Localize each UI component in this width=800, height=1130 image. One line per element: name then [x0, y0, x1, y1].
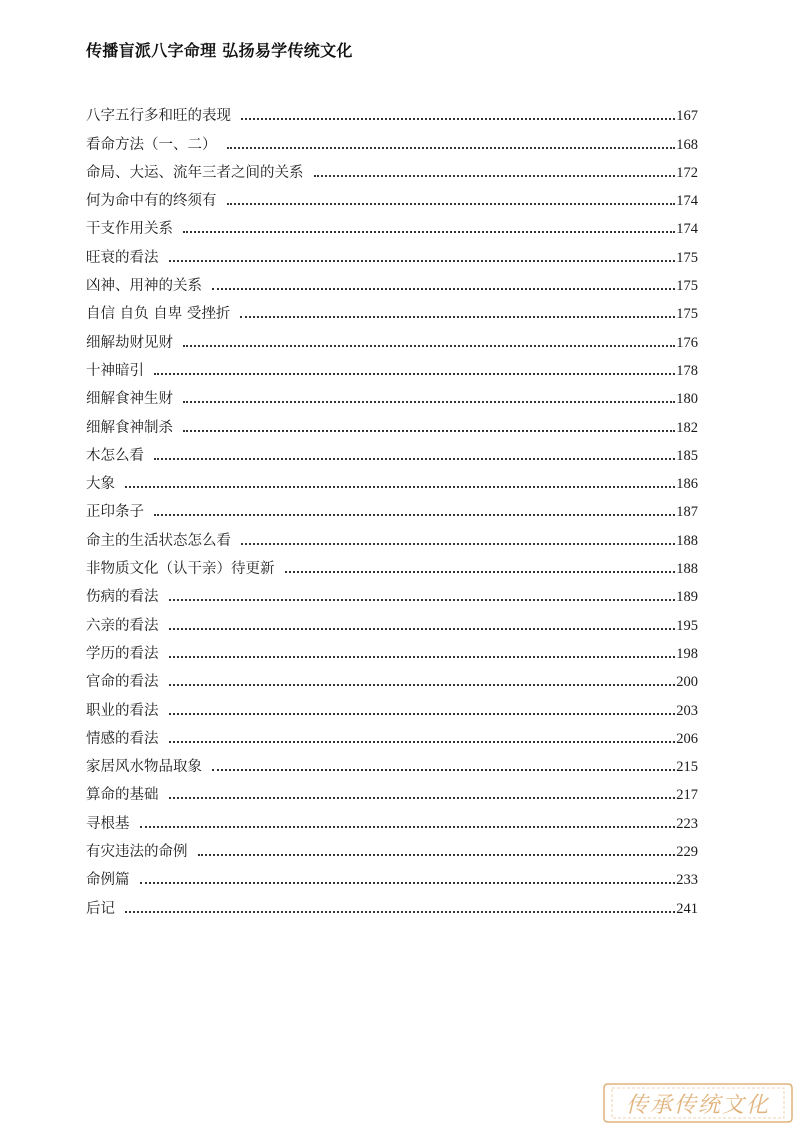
toc-entry [86, 494, 698, 522]
toc-entry-title: 凶神、用神的关系 [86, 278, 202, 295]
toc-entry-title: 木怎么看 [86, 447, 144, 464]
toc-entry-page-number: 178 [676, 362, 698, 379]
toc-entry-title: 大象 [86, 476, 115, 493]
toc-leader-dots [169, 656, 676, 658]
toc-leader-dots [169, 260, 676, 262]
toc-entry [86, 466, 698, 494]
toc-entry [86, 890, 698, 918]
toc-entry-page-number: 174 [676, 193, 698, 210]
toc-entry-title: 学历的看法 [86, 645, 159, 662]
toc-entry [86, 721, 698, 749]
toc-entry [86, 692, 698, 720]
toc-entry-page-number: 223 [676, 815, 698, 832]
toc-entry [86, 98, 698, 126]
toc-entry-title: 伤病的看法 [86, 589, 159, 606]
toc-leader-dots [154, 458, 675, 460]
toc-entry [86, 324, 698, 352]
toc-entry [86, 636, 698, 664]
toc-entry [86, 239, 698, 267]
toc-entry-title: 家居风水物品取象 [86, 759, 202, 776]
toc-leader-dots [125, 486, 675, 488]
toc-entry [86, 862, 698, 890]
toc-entry [86, 211, 698, 239]
toc-entry-title: 何为命中有的终须有 [86, 193, 217, 210]
toc-entry [86, 126, 698, 154]
toc-entry-title: 十神暗引 [86, 362, 144, 379]
toc-leader-dots [169, 741, 676, 743]
toc-leader-dots [241, 118, 675, 120]
toc-entry [86, 438, 698, 466]
toc-entry-page-number: 188 [676, 561, 698, 578]
toc-entry-title: 干支作用关系 [86, 221, 173, 238]
toc-entry-page-number: 188 [676, 532, 698, 549]
toc-leader-dots [285, 571, 676, 573]
toc-leader-dots [169, 628, 676, 630]
toc-entry-page-number: 233 [676, 872, 698, 889]
toc-entry-title: 旺衰的看法 [86, 249, 159, 266]
toc-entry-title: 有灾违法的命例 [86, 844, 188, 861]
toc-entry-page-number: 215 [676, 759, 698, 776]
toc-entry-title: 寻根基 [86, 815, 130, 832]
toc-entry-title: 非物质文化（认干亲）待更新 [86, 561, 275, 578]
toc-leader-dots [314, 175, 676, 177]
toc-entry-title: 命局、大运、流年三者之间的关系 [86, 164, 304, 181]
toc-entry-title: 自信 自负 自卑 受挫折 [86, 306, 231, 323]
toc-leader-dots [183, 231, 675, 233]
toc-entry-title: 职业的看法 [86, 702, 159, 719]
toc-entry-title: 后记 [86, 900, 115, 917]
toc-entry-page-number: 195 [676, 617, 698, 634]
toc-leader-dots [183, 401, 675, 403]
toc-entry-title: 细解劫财见财 [86, 334, 173, 351]
toc-entry-page-number: 189 [676, 589, 698, 606]
toc-leader-dots [140, 882, 676, 884]
toc-entry-page-number: 176 [676, 334, 698, 351]
toc-leader-dots [169, 684, 676, 686]
toc-entry-page-number: 175 [676, 249, 698, 266]
toc-entry-page-number: 198 [676, 645, 698, 662]
toc-entry [86, 749, 698, 777]
toc-leader-dots [154, 373, 675, 375]
toc-entry [86, 805, 698, 833]
toc-entry-page-number: 186 [676, 476, 698, 493]
toc-leader-dots [183, 430, 675, 432]
toc-entry-title: 官命的看法 [86, 674, 159, 691]
toc-entry-title: 命主的生活状态怎么看 [86, 532, 231, 549]
toc-leader-dots [169, 797, 676, 799]
toc-entry [86, 579, 698, 607]
toc-entry-page-number: 229 [676, 844, 698, 861]
toc-entry-page-number: 185 [676, 447, 698, 464]
toc-entry [86, 155, 698, 183]
toc-entry [86, 834, 698, 862]
toc-leader-dots [183, 345, 675, 347]
watermark-text: 传承传统文化 [625, 1093, 771, 1118]
toc-entry-page-number: 180 [676, 391, 698, 408]
toc-leader-dots [227, 203, 676, 205]
toc-entry-page-number: 203 [676, 702, 698, 719]
toc-entry [86, 296, 698, 324]
page-header: 传播盲派八字命理 弘扬易学传统文化 [86, 41, 353, 60]
toc-entry-title: 命例篇 [86, 872, 130, 889]
toc-entry [86, 607, 698, 635]
toc-entry-title: 正印条子 [86, 504, 144, 521]
toc-leader-dots [140, 826, 676, 828]
toc-entry-page-number: 182 [676, 419, 698, 436]
toc-leader-dots [169, 713, 676, 715]
toc-entry-page-number: 206 [676, 730, 698, 747]
toc-leader-dots [198, 854, 676, 856]
toc-leader-dots [241, 543, 675, 545]
toc-entry-title: 看命方法（一、二） [86, 136, 217, 153]
toc-entry-page-number: 217 [676, 787, 698, 804]
toc-entry-page-number: 172 [676, 164, 698, 181]
toc-entry-title: 八字五行多和旺的表现 [86, 108, 231, 125]
watermark-stamp [600, 1080, 796, 1126]
toc-entry-page-number: 174 [676, 221, 698, 238]
toc-entry [86, 353, 698, 381]
toc-entry [86, 664, 698, 692]
toc-entry [86, 183, 698, 211]
toc-entry [86, 409, 698, 437]
toc-entry-page-number: 187 [676, 504, 698, 521]
toc-entry-title: 情感的看法 [86, 730, 159, 747]
toc-entry [86, 777, 698, 805]
toc-entry-page-number: 175 [676, 306, 698, 323]
toc-leader-dots [212, 288, 675, 290]
toc-leader-dots [154, 514, 675, 516]
toc-entry-title: 细解食神制杀 [86, 419, 173, 436]
toc-entry [86, 551, 698, 579]
toc-entry-page-number: 241 [676, 900, 698, 917]
table-of-contents [86, 98, 698, 919]
toc-entry-title: 六亲的看法 [86, 617, 159, 634]
toc-leader-dots [125, 911, 675, 913]
toc-entry-title: 细解食神生财 [86, 391, 173, 408]
toc-entry-page-number: 200 [676, 674, 698, 691]
toc-entry-page-number: 168 [676, 136, 698, 153]
toc-entry-title: 算命的基础 [86, 787, 159, 804]
toc-entry [86, 268, 698, 296]
toc-entry [86, 381, 698, 409]
toc-entry [86, 522, 698, 550]
toc-leader-dots [227, 147, 676, 149]
toc-leader-dots [240, 316, 675, 318]
toc-entry-page-number: 175 [676, 278, 698, 295]
toc-leader-dots [169, 599, 676, 601]
toc-leader-dots [212, 769, 675, 771]
toc-entry-page-number: 167 [676, 108, 698, 125]
